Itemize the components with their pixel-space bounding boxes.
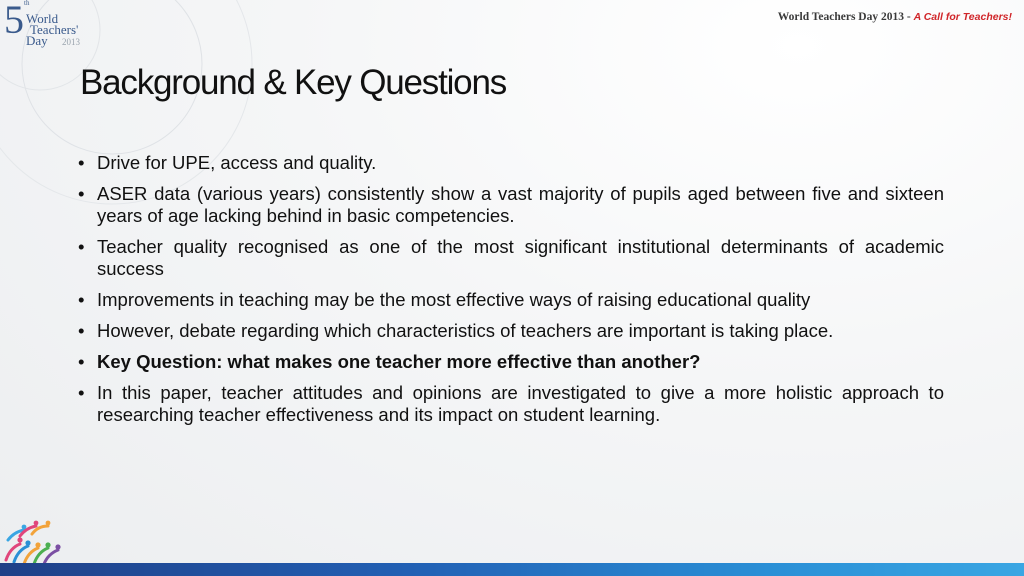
bullet-text: Teacher quality recognised as one of the most significant institutional determinants of academic success xyxy=(97,236,944,279)
header-banner xyxy=(778,11,1012,23)
bullet-item xyxy=(78,289,944,311)
bullet-item xyxy=(78,152,944,174)
logo-line-day: Day xyxy=(26,33,48,48)
world-teachers-day-logo xyxy=(2,0,90,48)
bullet-item xyxy=(78,382,944,426)
bullet-dot-icon: • xyxy=(78,351,85,372)
bullet-dot-icon: • xyxy=(78,183,85,204)
header-accent-text: A Call for Teachers! xyxy=(913,11,1012,23)
bullet-text: However, debate regarding which characteristics of teachers are important is taking place. xyxy=(97,320,834,341)
bullet-text: ASER data (various years) consistently show a vast majority of pupils aged between five and sixteen years of age lacking behind in basic competencies. xyxy=(97,183,944,226)
bullet-item xyxy=(78,320,944,342)
logo-line-teachers: Teachers' xyxy=(30,22,79,37)
bullet-text: In this paper, teacher attitudes and opinions are investigated to give a more holistic approach to researching teacher effectiveness and its impact on student learning. xyxy=(97,382,944,425)
logo-number: 5th xyxy=(4,0,30,42)
bottom-accent-bar xyxy=(0,563,1024,576)
header-dash: - xyxy=(903,11,914,23)
bullet-dot-icon: • xyxy=(78,289,85,310)
bullet-list xyxy=(78,152,944,435)
header-main-text: World Teachers Day 2013 xyxy=(777,11,904,23)
decorative-figures-emblem xyxy=(0,510,70,566)
bullet-dot-icon: • xyxy=(78,236,85,257)
bullet-item xyxy=(78,236,944,280)
bullet-text: Key Question: what makes one teacher more effective than another? xyxy=(97,351,701,372)
bullet-text: Drive for UPE, access and quality. xyxy=(97,152,377,173)
bullet-text: Improvements in teaching may be the most effective ways of raising educational quality xyxy=(97,289,811,310)
logo-year: 2013 xyxy=(62,37,80,47)
bullet-dot-icon: • xyxy=(78,320,85,341)
bullet-dot-icon: • xyxy=(78,152,85,173)
slide-title: Background & Key Questions xyxy=(80,63,507,102)
logo-line-world: World xyxy=(26,11,59,26)
bullet-item-key-question xyxy=(78,351,944,373)
bullet-dot-icon: • xyxy=(78,382,85,403)
bullet-item xyxy=(78,183,944,227)
